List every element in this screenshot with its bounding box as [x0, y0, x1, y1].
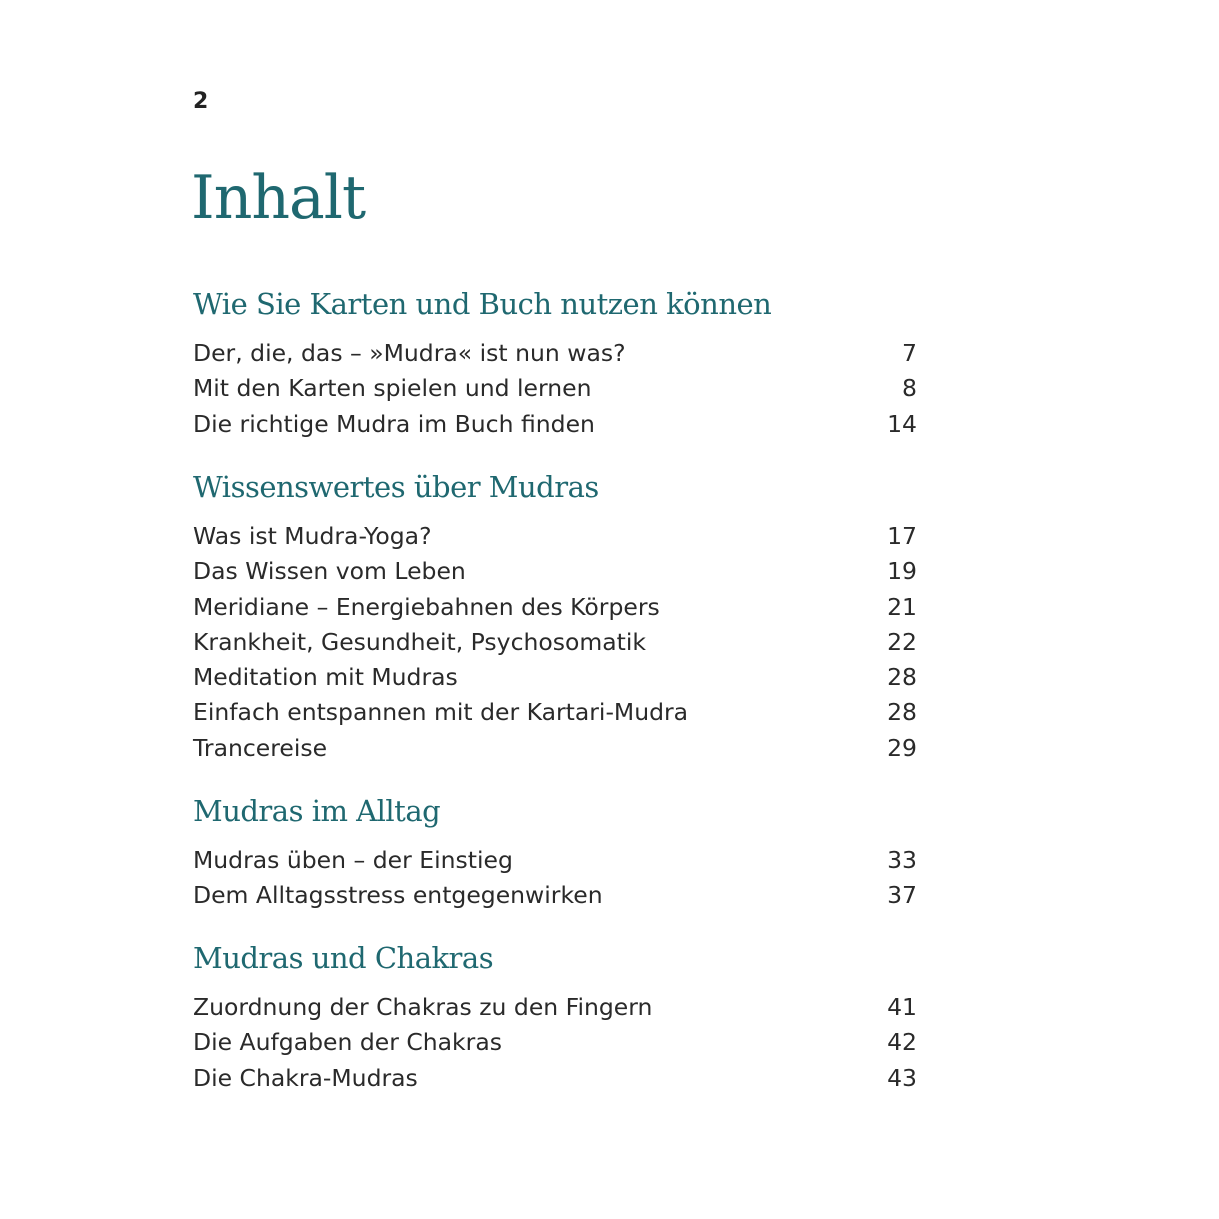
entry-title: Das Wissen vom Leben [193, 557, 466, 586]
entry-page-number: 7 [902, 339, 917, 367]
toc-entry[interactable] [193, 336, 917, 371]
page-title: Inhalt [191, 163, 366, 233]
section-heading: Wie Sie Karten und Buch nutzen können [193, 287, 772, 321]
entry-page-number: 21 [887, 592, 917, 621]
entry-page-number: 29 [887, 733, 917, 762]
entry-title: Trancereise [193, 733, 328, 762]
entry-title: Was ist Mudra-Yoga? [193, 522, 432, 550]
toc-entry[interactable] [193, 407, 917, 442]
toc-entry[interactable] [193, 590, 917, 625]
entry-page-number: 43 [887, 1063, 917, 1092]
entry-page-number: 41 [887, 993, 917, 1021]
entry-page-number: 14 [887, 409, 917, 438]
toc-entry[interactable] [193, 1025, 917, 1060]
entry-title: Dem Alltagsstress entgegenwirken [193, 881, 603, 910]
page-number: 2 [193, 89, 209, 114]
toc-section [193, 469, 917, 766]
toc-section [193, 286, 917, 442]
toc-entry[interactable] [193, 878, 917, 913]
toc-entry[interactable] [193, 519, 917, 554]
toc-entry[interactable] [193, 371, 917, 406]
toc-section [193, 793, 917, 914]
toc-entry[interactable] [193, 660, 917, 695]
entry-page-number: 22 [887, 627, 917, 656]
toc-entry[interactable] [193, 990, 917, 1025]
entry-title: Meditation mit Mudras [193, 663, 458, 692]
entry-title: Zuordnung der Chakras zu den Fingern [193, 993, 653, 1021]
entry-title: Mit den Karten spielen und lernen [193, 374, 592, 403]
toc-entry[interactable] [193, 1061, 917, 1096]
entry-page-number: 33 [887, 846, 917, 874]
entry-title: Die richtige Mudra im Buch finden [193, 409, 595, 438]
entry-title: Meridiane – Energiebahnen des Körpers [193, 592, 660, 621]
section-heading: Wissenswertes über Mudras [193, 470, 599, 504]
toc-entry[interactable] [193, 695, 917, 730]
entry-title: Die Aufgaben der Chakras [193, 1028, 502, 1057]
entry-page-number: 28 [887, 698, 917, 727]
entry-page-number: 37 [887, 881, 917, 910]
entry-page-number: 8 [902, 374, 917, 403]
entry-page-number: 19 [887, 557, 917, 586]
entry-page-number: 28 [887, 663, 917, 692]
entry-title: Mudras üben – der Einstieg [193, 846, 513, 874]
entry-page-number: 17 [887, 522, 917, 550]
section-heading: Mudras im Alltag [193, 794, 441, 828]
toc-entry[interactable] [193, 731, 917, 766]
entry-page-number: 42 [887, 1028, 917, 1057]
toc-entry[interactable] [193, 843, 917, 878]
entry-title: Der, die, das – »Mudra« ist nun was? [193, 339, 626, 367]
entry-title: Krankheit, Gesundheit, Psychosomatik [193, 627, 647, 656]
toc-section [193, 940, 917, 1096]
entry-title: Die Chakra-Mudras [193, 1063, 418, 1092]
toc-entry[interactable] [193, 625, 917, 660]
section-heading: Mudras und Chakras [193, 941, 494, 975]
toc-entry[interactable] [193, 554, 917, 589]
entry-title: Einfach entspannen mit der Kartari-Mudra [193, 698, 689, 727]
